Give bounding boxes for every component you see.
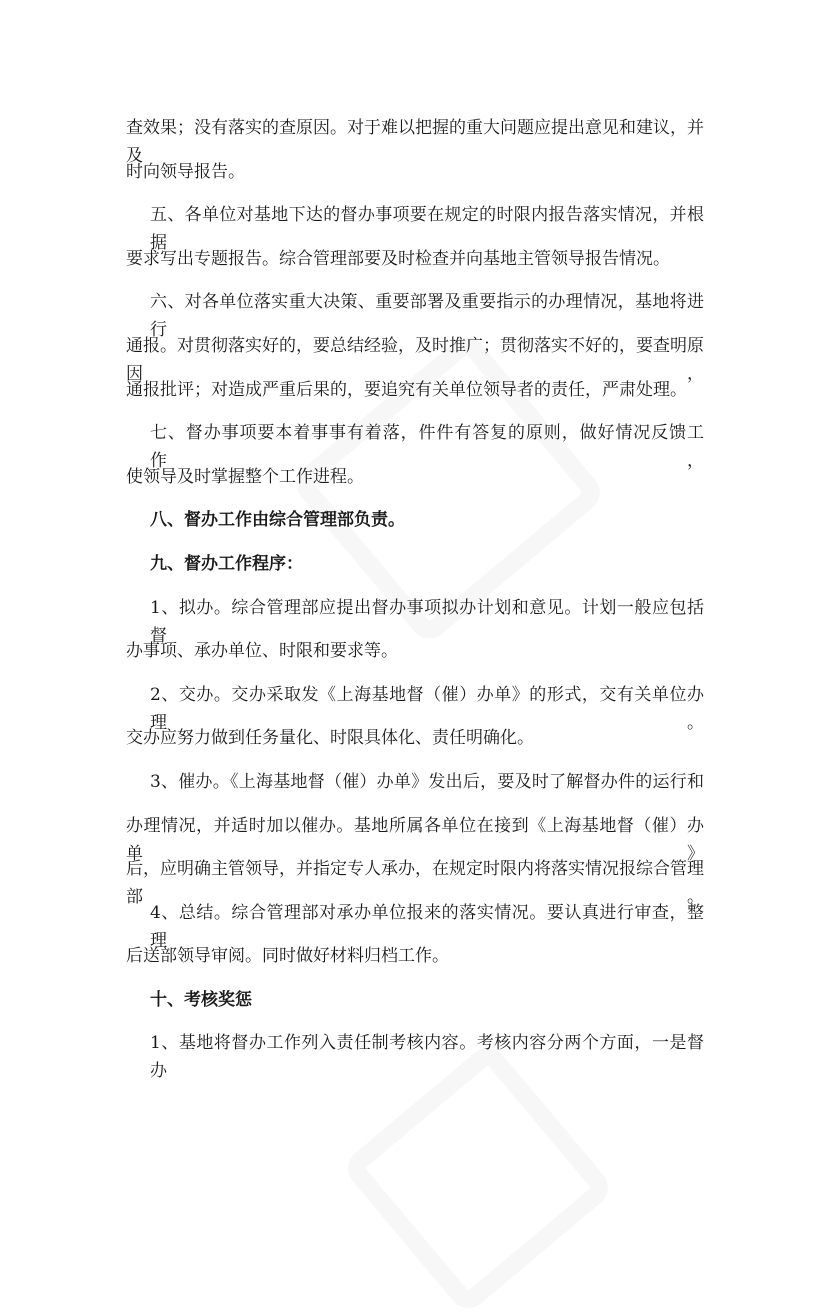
paragraph-line: 办事项、承办单位、时限和要求等。 xyxy=(126,641,398,662)
paragraph-line: 时向领导报告。 xyxy=(126,161,245,182)
paragraph-line: 后送部领导审阅。同时做好材料归档工作。 xyxy=(126,946,449,967)
paragraph-line: 七、督办事项要本着事事有着落，件件有答复的原则，做好情况反馈工作， xyxy=(150,423,704,472)
paragraph-line: 六、对各单位落实重大决策、重要部署及重要指示的办理情况，基地将进行 xyxy=(150,292,704,341)
paragraph-line: 通报。对贯彻落实好的，要总结经验，及时推广；贯彻落实不好的，要查明原因， xyxy=(126,335,704,384)
paragraph-line: 3、催办。《上海基地督（催）办单》发出后，要及时了解督办件的运行和 xyxy=(150,771,704,792)
paragraph-line: 办理情况，并适时加以催办。基地所属各单位在接到《上海基地督（催）办单》 xyxy=(126,815,704,864)
section-heading: 十、考核奖惩 xyxy=(150,989,252,1010)
document-page xyxy=(126,114,704,1082)
paragraph-line: 查效果；没有落实的查原因。对于难以把握的重大问题应提出意见和建议，并及 xyxy=(126,118,704,166)
paragraph-line: 4、总结。综合管理部对承办单位报来的落实情况。要认真进行审查，整理 xyxy=(150,902,704,951)
paragraph-line: 交办应努力做到任务量化、时限具体化、责任明确化。 xyxy=(126,728,534,749)
watermark xyxy=(340,1040,616,1316)
paragraph-line: 1、基地将督办工作列入责任制考核内容。考核内容分两个方面，一是督办 xyxy=(150,1033,704,1082)
paragraph-line: 通报批评；对造成严重后果的，要追究有关单位领导者的责任，严肃处理。 xyxy=(126,379,687,400)
paragraph-line: 使领导及时掌握整个工作进程。 xyxy=(126,466,364,487)
section-heading: 九、督办工作程序： xyxy=(150,553,303,574)
paragraph-line: 五、各单位对基地下达的督办事项要在规定的时限内报告落实情况，并根据 xyxy=(150,205,704,254)
paragraph-line: 2、交办。交办采取发《上海基地督（催）办单》的形式，交有关单位办理。 xyxy=(150,684,704,733)
section-heading: 八、督办工作由综合管理部负责。 xyxy=(150,510,405,531)
paragraph-line: 要求写出专题报告。综合管理部要及时检查并向基地主管领导报告情况。 xyxy=(126,248,670,269)
paragraph-line: 后，应明确主管领导，并指定专人承办，在规定时限内将落实情况报综合管理部。 xyxy=(126,859,704,908)
paragraph-line: 1、拟办。综合管理部应提出督办事项拟办计划和意见。计划一般应包括督 xyxy=(150,597,704,646)
